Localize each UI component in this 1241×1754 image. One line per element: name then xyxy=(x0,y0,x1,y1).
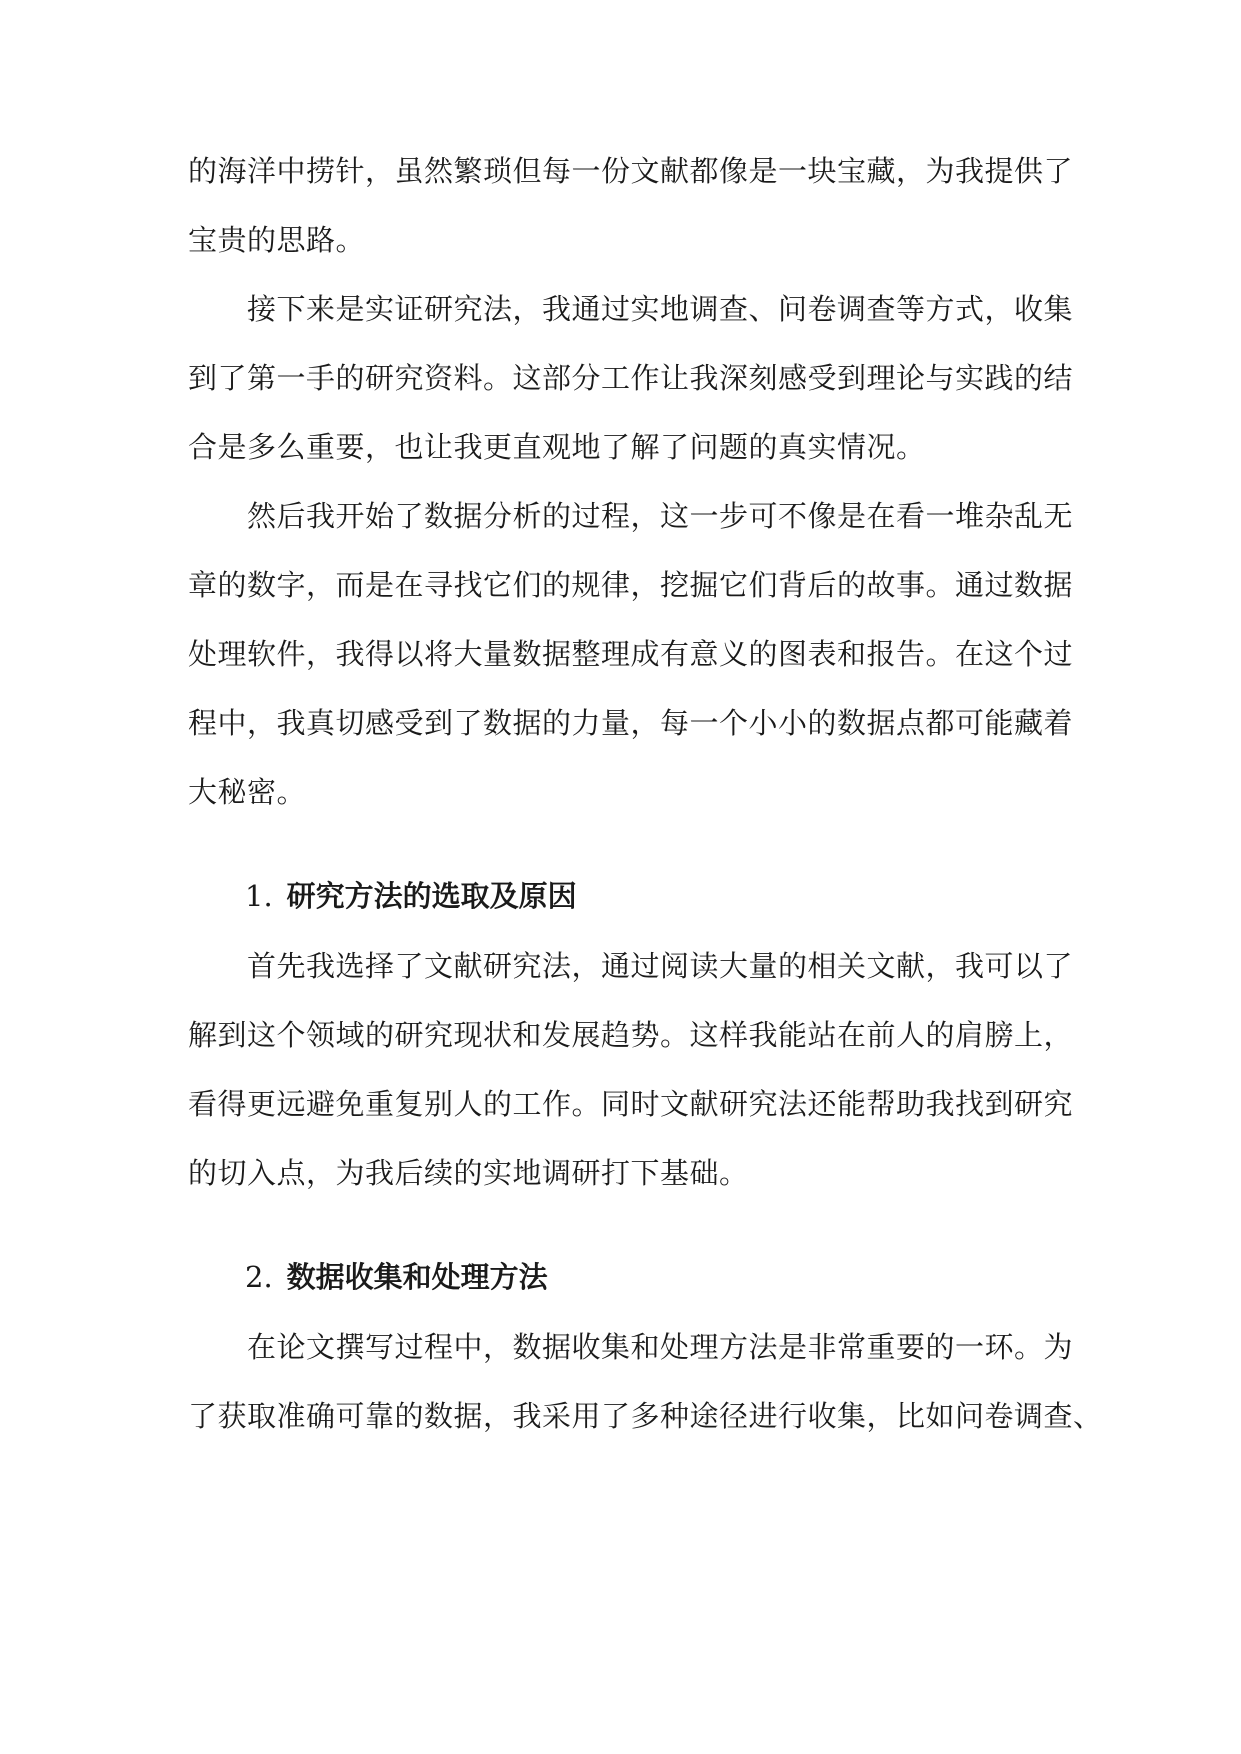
paragraph-2-line-2: 到了第一手的研究资料。这部分工作让我深刻感受到理论与实践的结 xyxy=(188,361,1074,395)
paragraph-5-line-2: 了获取准确可靠的数据，我采用了多种途径进行收集，比如问卷调查、 xyxy=(188,1399,1103,1433)
paragraph-1-line-1: 的海洋中捞针，虽然繁琐但每一份文献都像是一块宝藏，为我提供了 xyxy=(188,154,1074,188)
section-heading-1-number: 1. xyxy=(245,879,273,913)
paragraph-3-line-3: 处理软件，我得以将大量数据整理成有意义的图表和报告。在这个过 xyxy=(188,637,1074,671)
paragraph-2-line-3: 合是多么重要，也让我更直观地了解了问题的真实情况。 xyxy=(188,430,926,464)
paragraph-1-line-2: 宝贵的思路。 xyxy=(188,223,366,257)
paragraph-4-line-3: 看得更远避免重复别人的工作。同时文献研究法还能帮助我找到研究 xyxy=(188,1087,1074,1121)
paragraph-5-line-1: 在论文撰写过程中，数据收集和处理方法是非常重要的一环。为 xyxy=(188,1330,1074,1364)
paragraph-3-line-4: 程中，我真切感受到了数据的力量，每一个小小的数据点都可能藏着 xyxy=(188,706,1074,740)
paragraph-4-line-4: 的切入点，为我后续的实地调研打下基础。 xyxy=(188,1156,749,1190)
paragraph-4-line-1: 首先我选择了文献研究法，通过阅读大量的相关文献，我可以了 xyxy=(188,949,1074,983)
paragraph-2-line-1: 接下来是实证研究法，我通过实地调查、问卷调查等方式，收集 xyxy=(188,292,1074,326)
paragraph-3-line-2: 章的数字，而是在寻找它们的规律，挖掘它们背后的故事。通过数据 xyxy=(188,568,1074,602)
section-heading-1-title: 研究方法的选取及原因 xyxy=(286,879,577,913)
section-heading-2 xyxy=(245,1257,548,1297)
paragraph-3-line-5: 大秘密。 xyxy=(188,775,307,809)
paragraph-3-line-1: 然后我开始了数据分析的过程，这一步可不像是在看一堆杂乱无 xyxy=(188,499,1074,533)
section-heading-2-number: 2. xyxy=(245,1260,273,1294)
section-heading-1 xyxy=(245,876,577,916)
section-heading-2-title: 数据收集和处理方法 xyxy=(286,1260,548,1294)
paragraph-4-line-2: 解到这个领域的研究现状和发展趋势。这样我能站在前人的肩膀上， xyxy=(188,1018,1074,1052)
